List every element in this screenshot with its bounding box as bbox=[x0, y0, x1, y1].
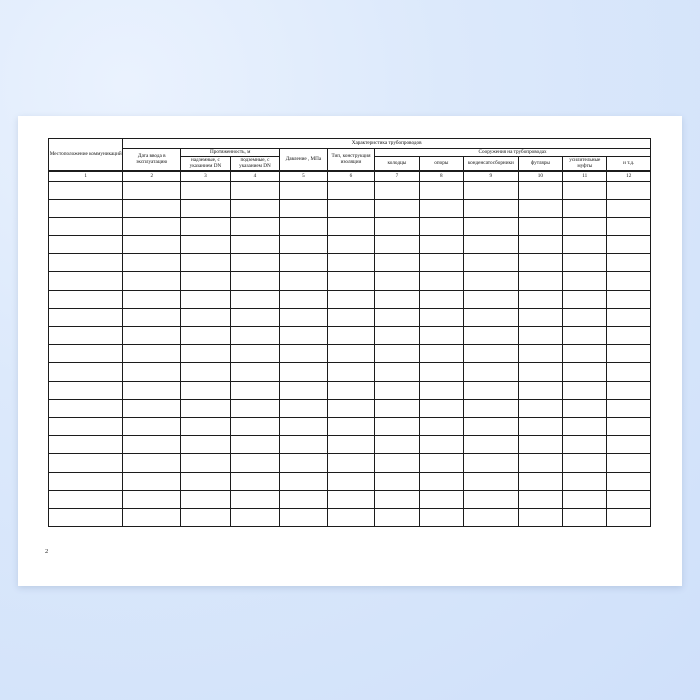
header-reinforcing-couplings: усилительные муфты bbox=[563, 156, 607, 171]
table-cell[interactable] bbox=[375, 290, 419, 308]
table-cell[interactable] bbox=[419, 217, 463, 235]
table-cell[interactable] bbox=[123, 181, 181, 199]
table-cell[interactable] bbox=[280, 308, 327, 326]
table-row bbox=[49, 327, 651, 345]
table-cell[interactable] bbox=[375, 217, 419, 235]
colnum-11: 11 bbox=[563, 171, 607, 182]
table-cell[interactable] bbox=[327, 381, 374, 399]
table-cell[interactable] bbox=[230, 381, 280, 399]
header-row-groups-mid bbox=[49, 149, 651, 157]
table-cell[interactable] bbox=[419, 381, 463, 399]
table-cell[interactable] bbox=[375, 399, 419, 417]
table-cell[interactable] bbox=[463, 290, 518, 308]
table-cell[interactable] bbox=[563, 454, 607, 472]
table-cell[interactable] bbox=[49, 363, 123, 381]
table-cell[interactable] bbox=[419, 254, 463, 272]
table-cell[interactable] bbox=[375, 436, 419, 454]
table-cell[interactable] bbox=[563, 508, 607, 526]
colnum-2: 2 bbox=[123, 171, 181, 182]
header-wells: колодцы bbox=[375, 156, 419, 171]
table-cell[interactable] bbox=[518, 199, 562, 217]
table-cell[interactable] bbox=[607, 399, 651, 417]
table-cell[interactable] bbox=[123, 236, 181, 254]
table-cell[interactable] bbox=[280, 436, 327, 454]
table-cell[interactable] bbox=[375, 454, 419, 472]
table-cell[interactable] bbox=[563, 199, 607, 217]
table-cell[interactable] bbox=[375, 181, 419, 199]
table-cell[interactable] bbox=[327, 436, 374, 454]
colnum-3: 3 bbox=[181, 171, 231, 182]
colnum-12: 12 bbox=[607, 171, 651, 182]
table-cell[interactable] bbox=[463, 345, 518, 363]
table-cell[interactable] bbox=[607, 199, 651, 217]
table-cell[interactable] bbox=[327, 363, 374, 381]
table-row bbox=[49, 199, 651, 217]
table-cell[interactable] bbox=[280, 181, 327, 199]
table-cell[interactable] bbox=[280, 363, 327, 381]
table-cell[interactable] bbox=[280, 490, 327, 508]
table-cell[interactable] bbox=[181, 417, 231, 435]
table-cell[interactable] bbox=[607, 363, 651, 381]
table-cell[interactable] bbox=[375, 308, 419, 326]
table-cell[interactable] bbox=[327, 472, 374, 490]
table-cell[interactable] bbox=[230, 272, 280, 290]
header-supports: опоры bbox=[419, 156, 463, 171]
table-cell[interactable] bbox=[419, 236, 463, 254]
colnum-1: 1 bbox=[49, 171, 123, 182]
table-cell[interactable] bbox=[49, 417, 123, 435]
table-cell[interactable] bbox=[607, 508, 651, 526]
table-cell[interactable] bbox=[419, 308, 463, 326]
table-cell[interactable] bbox=[419, 508, 463, 526]
table-cell[interactable] bbox=[375, 508, 419, 526]
table-cell[interactable] bbox=[607, 254, 651, 272]
table-cell[interactable] bbox=[280, 399, 327, 417]
table-cell[interactable] bbox=[518, 472, 562, 490]
table-row bbox=[49, 290, 651, 308]
table-cell[interactable] bbox=[181, 399, 231, 417]
table-cell[interactable] bbox=[419, 199, 463, 217]
table-cell[interactable] bbox=[230, 363, 280, 381]
table-cell[interactable] bbox=[327, 327, 374, 345]
table-cell[interactable] bbox=[463, 199, 518, 217]
table-cell[interactable] bbox=[230, 508, 280, 526]
table-cell[interactable] bbox=[181, 490, 231, 508]
table-cell[interactable] bbox=[419, 327, 463, 345]
table-cell[interactable] bbox=[181, 308, 231, 326]
table-cell[interactable] bbox=[123, 272, 181, 290]
table-row bbox=[49, 399, 651, 417]
table-cell[interactable] bbox=[463, 308, 518, 326]
table-cell[interactable] bbox=[230, 327, 280, 345]
colnum-4: 4 bbox=[230, 171, 280, 182]
table-cell[interactable] bbox=[230, 290, 280, 308]
table-cell[interactable] bbox=[463, 472, 518, 490]
table-cell[interactable] bbox=[49, 399, 123, 417]
table-row bbox=[49, 508, 651, 526]
table-sheet bbox=[48, 138, 651, 527]
table-cell[interactable] bbox=[230, 417, 280, 435]
table-cell[interactable] bbox=[563, 345, 607, 363]
table-cell[interactable] bbox=[419, 436, 463, 454]
table-cell[interactable] bbox=[49, 472, 123, 490]
table-cell[interactable] bbox=[181, 436, 231, 454]
colnum-10: 10 bbox=[518, 171, 562, 182]
table-cell[interactable] bbox=[181, 217, 231, 235]
header-etc: и т.д. bbox=[607, 156, 651, 171]
table-cell[interactable] bbox=[280, 472, 327, 490]
table-cell[interactable] bbox=[607, 454, 651, 472]
table-cell[interactable] bbox=[419, 181, 463, 199]
table-cell[interactable] bbox=[463, 236, 518, 254]
table-cell[interactable] bbox=[280, 381, 327, 399]
table-row bbox=[49, 272, 651, 290]
table-cell[interactable] bbox=[327, 490, 374, 508]
table-cell[interactable] bbox=[230, 490, 280, 508]
document-page bbox=[18, 116, 682, 586]
table-cell[interactable] bbox=[518, 217, 562, 235]
table-cell[interactable] bbox=[49, 508, 123, 526]
table-cell[interactable] bbox=[49, 236, 123, 254]
table-cell[interactable] bbox=[607, 327, 651, 345]
table-cell[interactable] bbox=[181, 454, 231, 472]
table-row bbox=[49, 472, 651, 490]
table-cell[interactable] bbox=[518, 181, 562, 199]
page-number: 2 bbox=[45, 548, 49, 555]
table-cell[interactable] bbox=[518, 436, 562, 454]
table-row bbox=[49, 363, 651, 381]
table-cell[interactable] bbox=[463, 181, 518, 199]
table-cell[interactable] bbox=[49, 290, 123, 308]
table-cell[interactable] bbox=[419, 345, 463, 363]
table-body bbox=[49, 181, 651, 527]
table-cell[interactable] bbox=[123, 417, 181, 435]
table-row bbox=[49, 490, 651, 508]
table-cell[interactable] bbox=[563, 308, 607, 326]
table-row bbox=[49, 417, 651, 435]
table-cell[interactable] bbox=[563, 254, 607, 272]
table-cell[interactable] bbox=[375, 327, 419, 345]
table-cell[interactable] bbox=[280, 236, 327, 254]
table-cell[interactable] bbox=[280, 327, 327, 345]
table-cell[interactable] bbox=[181, 272, 231, 290]
table-cell[interactable] bbox=[463, 327, 518, 345]
table-cell[interactable] bbox=[518, 381, 562, 399]
header-above-ground: надземные, с указанием DN bbox=[181, 156, 231, 171]
table-cell[interactable] bbox=[375, 199, 419, 217]
table-cell[interactable] bbox=[375, 254, 419, 272]
table-cell[interactable] bbox=[49, 490, 123, 508]
table-cell[interactable] bbox=[327, 181, 374, 199]
table-cell[interactable] bbox=[607, 381, 651, 399]
table-cell[interactable] bbox=[49, 308, 123, 326]
table-cell[interactable] bbox=[518, 399, 562, 417]
table-cell[interactable] bbox=[607, 490, 651, 508]
table-cell[interactable] bbox=[123, 290, 181, 308]
table-cell[interactable] bbox=[123, 490, 181, 508]
table-cell[interactable] bbox=[419, 363, 463, 381]
header-condensate-collectors: конденсатосборники bbox=[463, 156, 518, 171]
table-cell[interactable] bbox=[563, 436, 607, 454]
table-cell[interactable] bbox=[230, 472, 280, 490]
table-cell[interactable] bbox=[518, 417, 562, 435]
table-cell[interactable] bbox=[49, 436, 123, 454]
table-cell[interactable] bbox=[49, 181, 123, 199]
table-cell[interactable] bbox=[518, 308, 562, 326]
table-cell[interactable] bbox=[280, 217, 327, 235]
table-cell[interactable] bbox=[607, 217, 651, 235]
table-cell[interactable] bbox=[607, 308, 651, 326]
table-cell[interactable] bbox=[327, 508, 374, 526]
table-cell[interactable] bbox=[463, 490, 518, 508]
colnum-5: 5 bbox=[280, 171, 327, 182]
table-cell[interactable] bbox=[49, 345, 123, 363]
table-cell[interactable] bbox=[230, 254, 280, 272]
table-cell[interactable] bbox=[49, 254, 123, 272]
table-cell[interactable] bbox=[518, 290, 562, 308]
table-cell[interactable] bbox=[280, 272, 327, 290]
table-cell[interactable] bbox=[563, 363, 607, 381]
table-cell[interactable] bbox=[230, 217, 280, 235]
table-cell[interactable] bbox=[181, 327, 231, 345]
header-insulation: Тип, конструкция изоляции bbox=[327, 149, 374, 171]
table-cell[interactable] bbox=[280, 345, 327, 363]
table-cell[interactable] bbox=[327, 345, 374, 363]
table-cell[interactable] bbox=[327, 454, 374, 472]
table-cell[interactable] bbox=[280, 417, 327, 435]
table-cell[interactable] bbox=[518, 327, 562, 345]
header-location: Местоположение коммуникаций bbox=[49, 139, 123, 171]
table-cell[interactable] bbox=[463, 254, 518, 272]
table-cell[interactable] bbox=[463, 436, 518, 454]
table-cell[interactable] bbox=[49, 199, 123, 217]
table-cell[interactable] bbox=[563, 236, 607, 254]
table-cell[interactable] bbox=[327, 290, 374, 308]
table-cell[interactable] bbox=[419, 399, 463, 417]
table-cell[interactable] bbox=[563, 472, 607, 490]
table-cell[interactable] bbox=[49, 381, 123, 399]
table-cell[interactable] bbox=[230, 345, 280, 363]
table-cell[interactable] bbox=[419, 454, 463, 472]
table-cell[interactable] bbox=[280, 290, 327, 308]
table-cell[interactable] bbox=[563, 290, 607, 308]
table-cell[interactable] bbox=[463, 272, 518, 290]
table-cell[interactable] bbox=[123, 327, 181, 345]
table-cell[interactable] bbox=[181, 199, 231, 217]
table-cell[interactable] bbox=[123, 308, 181, 326]
table-cell[interactable] bbox=[563, 399, 607, 417]
table-cell[interactable] bbox=[123, 454, 181, 472]
table-cell[interactable] bbox=[230, 181, 280, 199]
table-cell[interactable] bbox=[123, 399, 181, 417]
table-cell[interactable] bbox=[181, 181, 231, 199]
table-row bbox=[49, 217, 651, 235]
table-cell[interactable] bbox=[563, 327, 607, 345]
table-cell[interactable] bbox=[419, 290, 463, 308]
table-cell[interactable] bbox=[327, 272, 374, 290]
table-cell[interactable] bbox=[518, 454, 562, 472]
table-cell[interactable] bbox=[123, 436, 181, 454]
table-cell[interactable] bbox=[607, 181, 651, 199]
table-cell[interactable] bbox=[123, 363, 181, 381]
header-commission-date: Дата ввода в эксплуатацию bbox=[123, 149, 181, 171]
table-cell[interactable] bbox=[181, 290, 231, 308]
table-cell[interactable] bbox=[230, 199, 280, 217]
table-row bbox=[49, 345, 651, 363]
table-cell[interactable] bbox=[563, 417, 607, 435]
table-cell[interactable] bbox=[230, 399, 280, 417]
header-structures-group: Сооружения на трубопроводах bbox=[375, 149, 651, 157]
table-cell[interactable] bbox=[230, 454, 280, 472]
table-cell[interactable] bbox=[518, 272, 562, 290]
table-cell[interactable] bbox=[419, 417, 463, 435]
table-cell[interactable] bbox=[49, 217, 123, 235]
table-cell[interactable] bbox=[563, 381, 607, 399]
table-cell[interactable] bbox=[49, 272, 123, 290]
table-row bbox=[49, 436, 651, 454]
table-cell[interactable] bbox=[563, 217, 607, 235]
table-cell[interactable] bbox=[375, 417, 419, 435]
table-cell[interactable] bbox=[518, 490, 562, 508]
table-cell[interactable] bbox=[327, 217, 374, 235]
table-cell[interactable] bbox=[563, 181, 607, 199]
table-cell[interactable] bbox=[463, 381, 518, 399]
table-cell[interactable] bbox=[123, 508, 181, 526]
table-cell[interactable] bbox=[607, 472, 651, 490]
table-cell[interactable] bbox=[230, 436, 280, 454]
table-cell[interactable] bbox=[563, 272, 607, 290]
table-cell[interactable] bbox=[181, 472, 231, 490]
table-cell[interactable] bbox=[463, 363, 518, 381]
table-cell[interactable] bbox=[375, 490, 419, 508]
table-cell[interactable] bbox=[123, 217, 181, 235]
table-cell[interactable] bbox=[607, 436, 651, 454]
table-cell[interactable] bbox=[181, 254, 231, 272]
table-cell[interactable] bbox=[607, 345, 651, 363]
table-cell[interactable] bbox=[375, 272, 419, 290]
table-cell[interactable] bbox=[123, 199, 181, 217]
table-cell[interactable] bbox=[49, 327, 123, 345]
table-cell[interactable] bbox=[518, 508, 562, 526]
header-characteristics: Характеристика трубопроводов bbox=[123, 139, 651, 149]
table-row bbox=[49, 381, 651, 399]
table-cell[interactable] bbox=[375, 363, 419, 381]
table-row bbox=[49, 454, 651, 472]
table-cell[interactable] bbox=[123, 472, 181, 490]
header-row-groups-top bbox=[49, 139, 651, 149]
table-cell[interactable] bbox=[463, 417, 518, 435]
table-cell[interactable] bbox=[563, 490, 607, 508]
table-cell[interactable] bbox=[280, 508, 327, 526]
table-row bbox=[49, 181, 651, 199]
colnum-7: 7 bbox=[375, 171, 419, 182]
table-cell[interactable] bbox=[327, 417, 374, 435]
table-cell[interactable] bbox=[327, 199, 374, 217]
table-cell[interactable] bbox=[375, 236, 419, 254]
table-cell[interactable] bbox=[327, 236, 374, 254]
table-cell[interactable] bbox=[123, 345, 181, 363]
table-cell[interactable] bbox=[181, 363, 231, 381]
pipeline-register-table bbox=[48, 138, 651, 527]
table-cell[interactable] bbox=[419, 490, 463, 508]
header-pressure: Давление , МПа bbox=[280, 149, 327, 171]
table-cell[interactable] bbox=[463, 508, 518, 526]
table-cell[interactable] bbox=[327, 308, 374, 326]
header-under-ground: подземные, с указанием DN bbox=[230, 156, 280, 171]
table-cell[interactable] bbox=[419, 472, 463, 490]
header-casings: футляры bbox=[518, 156, 562, 171]
table-row bbox=[49, 254, 651, 272]
table-cell[interactable] bbox=[463, 454, 518, 472]
table-cell[interactable] bbox=[518, 236, 562, 254]
colnum-9: 9 bbox=[463, 171, 518, 182]
table-cell[interactable] bbox=[181, 345, 231, 363]
table-cell[interactable] bbox=[375, 345, 419, 363]
table-cell[interactable] bbox=[607, 290, 651, 308]
colnum-6: 6 bbox=[327, 171, 374, 182]
table-cell[interactable] bbox=[181, 508, 231, 526]
table-cell[interactable] bbox=[230, 308, 280, 326]
table-cell[interactable] bbox=[607, 272, 651, 290]
table-cell[interactable] bbox=[518, 363, 562, 381]
table-row bbox=[49, 308, 651, 326]
table-row bbox=[49, 236, 651, 254]
table-cell[interactable] bbox=[518, 254, 562, 272]
table-cell[interactable] bbox=[123, 381, 181, 399]
header-length-group: Протяженность, м bbox=[181, 149, 280, 157]
table-cell[interactable] bbox=[463, 217, 518, 235]
table-cell[interactable] bbox=[463, 399, 518, 417]
table-cell[interactable] bbox=[280, 199, 327, 217]
table-cell[interactable] bbox=[280, 254, 327, 272]
colnum-8: 8 bbox=[419, 171, 463, 182]
table-cell[interactable] bbox=[49, 454, 123, 472]
column-number-row bbox=[49, 171, 651, 182]
table-cell[interactable] bbox=[419, 272, 463, 290]
table-cell[interactable] bbox=[518, 345, 562, 363]
table-cell[interactable] bbox=[607, 236, 651, 254]
table-cell[interactable] bbox=[375, 381, 419, 399]
table-cell[interactable] bbox=[327, 399, 374, 417]
table-cell[interactable] bbox=[181, 381, 231, 399]
table-cell[interactable] bbox=[280, 454, 327, 472]
table-cell[interactable] bbox=[607, 417, 651, 435]
table-cell[interactable] bbox=[181, 236, 231, 254]
table-cell[interactable] bbox=[327, 254, 374, 272]
table-cell[interactable] bbox=[375, 472, 419, 490]
table-cell[interactable] bbox=[123, 254, 181, 272]
table-cell[interactable] bbox=[230, 236, 280, 254]
